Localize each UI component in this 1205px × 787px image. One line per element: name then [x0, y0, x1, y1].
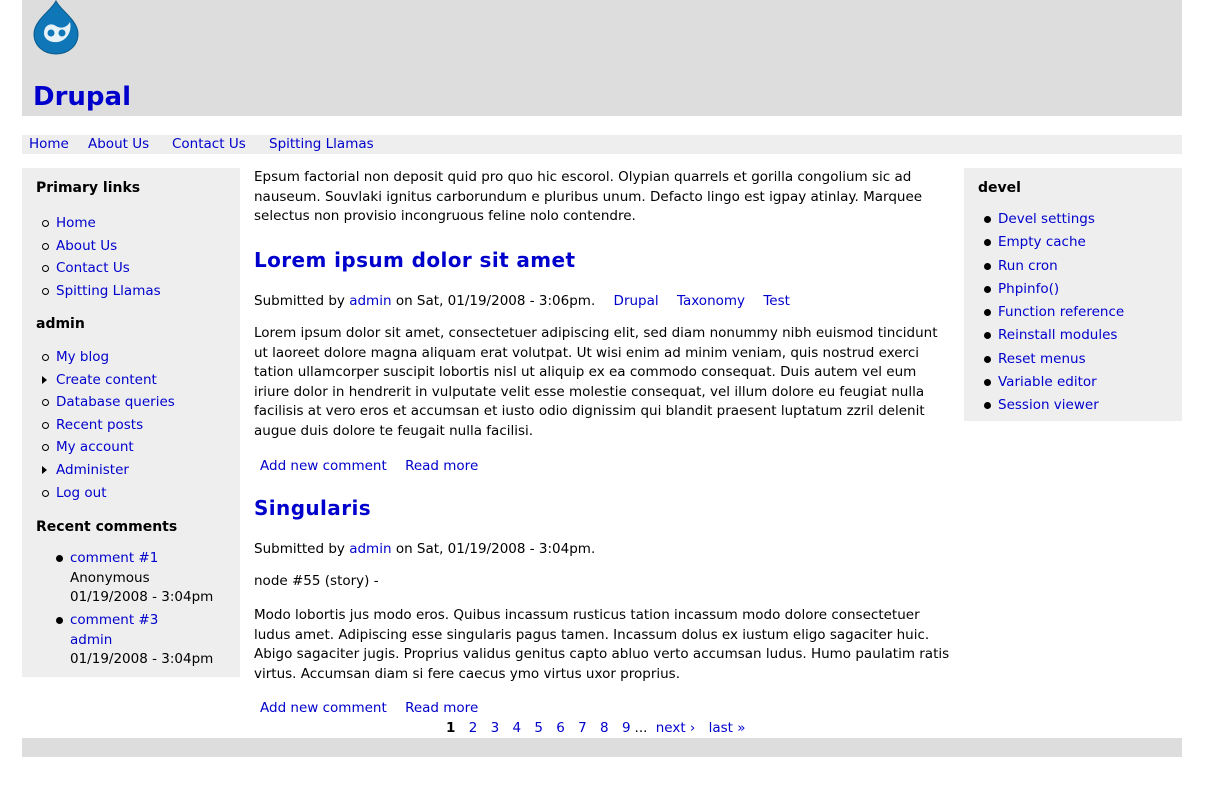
admin-menu-log-out-link[interactable]: Log out — [56, 484, 107, 501]
pager-page-link[interactable]: 5 — [534, 720, 543, 736]
admin-menu-database-queries-link[interactable]: Database queries — [56, 394, 175, 411]
disc-bullet-icon — [984, 356, 991, 363]
devel-menu-item — [964, 255, 1124, 278]
left-sidebar — [22, 168, 240, 677]
variable-editor-link[interactable]: Variable editor — [998, 374, 1097, 391]
circle-bullet-icon — [42, 399, 49, 406]
node-teaser: node #55 (story) - — [254, 573, 379, 589]
circle-bullet-icon — [42, 490, 49, 497]
pager-page-link[interactable]: 4 — [512, 720, 522, 736]
devel-menu-item — [964, 231, 1124, 254]
devel-menu-item — [964, 371, 1124, 394]
submitted-prefix: Submitted by — [254, 541, 345, 557]
admin-menu — [36, 346, 175, 504]
primary-link-about-us-link[interactable]: About Us — [56, 237, 118, 254]
disc-bullet-icon — [984, 309, 991, 316]
circle-bullet-icon — [42, 288, 49, 295]
intro-text: Epsum factorial non deposit quid pro quo hic escorol. Olypian quarrels et gorilla congolium sic ad nauseum. Souvlaki ignitus carborundum e pluribus unum. Defacto lingo est igpay atinlay. Marquee selectus non provisio incongruous feline nolo contendre. — [254, 169, 923, 225]
node-title-link[interactable]: Lorem ipsum dolor sit amet — [254, 248, 576, 272]
node-links — [260, 456, 492, 476]
admin-block-title: admin — [36, 316, 85, 332]
site-header — [22, 0, 1182, 116]
admin-menu-recent-posts — [36, 414, 175, 437]
node-author-link[interactable]: admin — [349, 293, 392, 309]
node-title — [254, 247, 575, 273]
recent-comment-date: 01/19/2008 - 3:04pm — [70, 651, 214, 667]
node-submitted — [254, 291, 790, 311]
admin-menu-recent-posts-link[interactable]: Recent posts — [56, 416, 144, 433]
admin-menu-my-blog-link[interactable]: My blog — [56, 349, 110, 365]
admin-menu-my-blog — [36, 346, 175, 369]
run-cron-link[interactable]: Run cron — [998, 257, 1058, 274]
circle-bullet-icon — [42, 354, 49, 361]
add-new-comment-link[interactable]: Add new comment — [260, 700, 387, 716]
node-date: on Sat, 01/19/2008 - 3:06pm. — [395, 293, 596, 309]
devel-menu-item — [964, 324, 1124, 347]
devel-menu-item — [964, 394, 1124, 417]
pager-next-link[interactable]: next › — [655, 720, 696, 736]
primary-navbar — [22, 135, 1182, 154]
site-name[interactable]: Drupal — [33, 82, 131, 112]
node-title-link[interactable]: Singularis — [254, 496, 372, 520]
admin-menu-my-account — [36, 436, 175, 459]
primary-link-home — [36, 212, 161, 235]
taxonomy-term-link[interactable]: Taxonomy — [676, 293, 746, 309]
primary-link-spitting-llamas — [36, 280, 161, 303]
circle-bullet-icon — [42, 422, 49, 429]
recent-comment-author-link[interactable]: admin — [70, 631, 113, 648]
navbar-item-home[interactable]: Home — [29, 136, 69, 152]
disc-bullet-icon — [984, 379, 991, 386]
node-body: Lorem ipsum dolor sit amet, consectetuer adipiscing elit, sed diam nonummy nibh euismod tincidunt ut laoreet dolore magna aliquam erat volutpat. Ut wisi enim ad minim veniam, quis nostrud exerci tation ullamcorper suscipit lobortis nisl ut aliquip ex ea commodo consequat. Duis autem vel eum iriure dolor in hendrerit in vulputate velit esse molestie consequat, vel illum dolore eu feugiat nulla facilisis at vero eros et accumsan et iusto odio dignissim qui blandit praesent luptatum zzril delenit augue duis dolore te feugait nulla facilisi. — [254, 325, 938, 439]
admin-menu-create-content — [36, 369, 175, 392]
primary-links-menu — [36, 212, 161, 302]
disc-bullet-icon — [984, 263, 991, 270]
pager-page-link[interactable]: 2 — [468, 720, 478, 736]
disc-bullet-icon — [984, 332, 991, 339]
function-reference-link[interactable]: Function reference — [998, 304, 1125, 321]
empty-cache-link[interactable]: Empty cache — [998, 234, 1086, 251]
taxonomy-term-link[interactable]: Drupal — [613, 293, 659, 309]
node-title — [254, 495, 371, 521]
read-more-link[interactable]: Read more — [405, 458, 479, 474]
primary-link-home-link[interactable]: Home — [56, 215, 96, 231]
pager-last-link[interactable]: last » — [708, 720, 746, 736]
phpinfo-link[interactable]: Phpinfo() — [998, 280, 1060, 297]
recent-comment-author: Anonymous — [70, 569, 150, 586]
admin-menu-administer — [36, 459, 175, 482]
devel-menu-item — [964, 348, 1124, 371]
circle-bullet-icon — [42, 265, 49, 272]
submitted-prefix: Submitted by — [254, 293, 345, 309]
pager-current-page: 1 — [446, 720, 456, 736]
devel-block-title: devel — [978, 180, 1021, 196]
pager-page-link[interactable]: 7 — [578, 720, 587, 736]
primary-link-about-us — [36, 235, 161, 258]
primary-link-contact-us-link[interactable]: Contact Us — [56, 260, 130, 277]
pager-page-link[interactable]: 6 — [556, 720, 565, 736]
right-sidebar — [964, 168, 1182, 421]
node-date: on Sat, 01/19/2008 - 3:04pm. — [395, 541, 596, 557]
recent-comment-link[interactable]: comment #3 — [70, 612, 159, 628]
disc-bullet-icon — [984, 402, 991, 409]
devel-menu-item — [964, 208, 1124, 231]
recent-comment-item — [56, 611, 246, 670]
admin-menu-administer-link[interactable]: Administer — [56, 461, 129, 478]
node-body: Modo lobortis jus modo eros. Quibus incassum rusticus tation incassum modo dolore consectetuer ludus amet. Adipiscing esse singularis pagus tamen. Incassum dolus ex iustum eligo sagaciter huic. Abigo sagaciter jugis. Proprius validus genitus capto abluo verto accumsan ludus. Humo paulatim ratis virtus. Accumsan diam si fere caecus ymo virtus uxor proprius. — [254, 607, 950, 682]
disc-bullet-icon — [984, 216, 991, 223]
circle-bullet-icon — [42, 220, 49, 227]
pager-page-link[interactable]: 3 — [490, 720, 500, 736]
collapsed-arrow-icon — [42, 466, 47, 474]
primary-link-spitting-llamas-link[interactable]: Spitting Llamas — [56, 282, 161, 299]
recent-comment-date: 01/19/2008 - 3:04pm — [70, 589, 214, 605]
admin-menu-log-out — [36, 482, 175, 505]
disc-bullet-icon — [984, 286, 991, 293]
pager-page-link: 9 — [621, 720, 631, 736]
disc-bullet-icon — [56, 617, 63, 624]
site-footer — [22, 738, 1182, 757]
pager-page-link[interactable]: 8 — [600, 720, 609, 736]
devel-menu-item — [964, 301, 1124, 324]
add-new-comment-link[interactable]: Add new comment — [260, 458, 387, 474]
drupal-logo-icon[interactable] — [30, 0, 82, 56]
primary-links-title: Primary links — [36, 180, 141, 196]
admin-menu-database-queries — [36, 391, 175, 414]
reinstall-modules-link[interactable]: Reinstall modules — [998, 327, 1118, 344]
admin-menu-my-account-link[interactable]: My account — [56, 439, 134, 456]
disc-bullet-icon — [984, 239, 991, 246]
devel-menu — [964, 208, 1124, 418]
node-links — [260, 698, 492, 718]
read-more-link[interactable]: Read more — [405, 700, 479, 716]
navbar-item-contact-us[interactable]: Contact Us — [172, 136, 246, 152]
recent-comment-link[interactable]: comment #1 — [70, 550, 159, 566]
node-submitted — [254, 539, 595, 559]
primary-link-contact-us — [36, 257, 161, 280]
node-author-link[interactable]: admin — [349, 541, 392, 557]
pager — [446, 718, 755, 738]
recent-comments-title: Recent comments — [36, 519, 178, 535]
pager-ellipsis: ... — [634, 720, 648, 736]
circle-bullet-icon — [42, 243, 49, 250]
devel-settings-link[interactable]: Devel settings — [998, 211, 1095, 227]
navbar-item-about-us[interactable]: About Us — [88, 136, 150, 152]
reset-menus-link[interactable]: Reset menus — [998, 350, 1086, 367]
circle-bullet-icon — [42, 444, 49, 451]
admin-menu-create-content-link[interactable]: Create content — [56, 371, 157, 388]
taxonomy-term-link[interactable]: Test — [763, 293, 790, 309]
collapsed-arrow-icon — [42, 376, 47, 384]
navbar-item-spitting-llamas[interactable]: Spitting Llamas — [269, 136, 374, 152]
session-viewer-link[interactable]: Session viewer — [998, 397, 1099, 414]
disc-bullet-icon — [56, 555, 63, 562]
recent-comment-item — [56, 549, 246, 608]
devel-menu-item — [964, 278, 1124, 301]
